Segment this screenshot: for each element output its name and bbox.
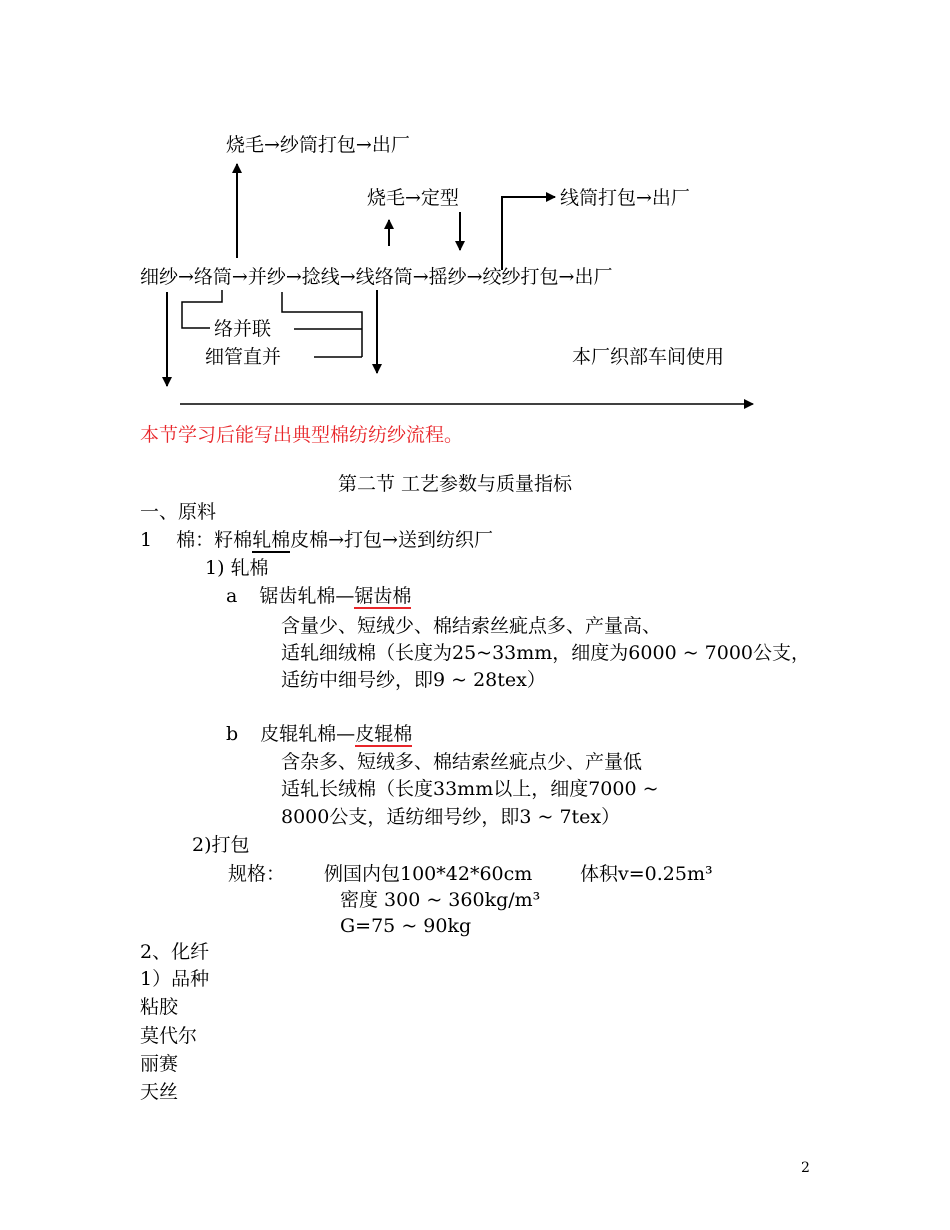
saw-line-1: 含量少、短绒少、棉结索丝疵点多、产量高、 <box>281 615 662 637</box>
roller-cotton-name: 皮辊棉 <box>355 723 413 745</box>
flow-hank-pack: 绞纱打包→出厂 <box>482 266 613 288</box>
fiber-heading: 2、化纤 <box>140 941 210 963</box>
spec-weight: G=75 ~ 90kg <box>340 915 472 937</box>
branch-thread-pack <box>502 197 555 270</box>
flow-thread-wind: 线络筒→ <box>355 266 429 288</box>
raw-heading: 一、原料 <box>140 501 217 523</box>
cotton-post: 皮棉→打包→送到纺织厂 <box>290 529 493 551</box>
flow-main-row <box>140 265 612 289</box>
flow-spin: 细纱→ <box>140 266 194 288</box>
flow-singe-set: 烧毛→定型 <box>367 187 459 209</box>
section-title: 第二节 工艺参数与质量指标 <box>338 473 573 495</box>
fiber-item: 莫代尔 <box>140 1025 198 1047</box>
learning-note: 本节学习后能写出典型棉纺纺纱流程。 <box>140 424 464 446</box>
flow-twist: 捻线→ <box>301 266 356 288</box>
flow-double: 并纱→ <box>247 266 302 288</box>
flow-in-house: 本厂织部车间使用 <box>572 346 725 368</box>
spec-label: 规格： <box>228 863 286 885</box>
saw-letter: a <box>226 585 238 607</box>
cotton-pre: 棉：籽棉 <box>176 529 253 551</box>
pack-title: 2)打包 <box>192 834 250 856</box>
saw-line-3: 适纺中细号纱，即9 ~ 28tex） <box>281 669 546 691</box>
flow-wind-parallel: 络并联 <box>214 318 272 340</box>
ginning-title: 1) 轧棉 <box>205 557 269 579</box>
cotton-num: 1 <box>140 529 153 551</box>
spec-volume: 体积v=0.25m³ <box>580 863 713 885</box>
page-number: 2 <box>801 1160 810 1176</box>
roller-line-2: 适轧长绒棉（长度33mm以上，细度7000 ~ <box>281 778 659 800</box>
fiber-item: 天丝 <box>140 1081 179 1103</box>
saw-gin-title <box>226 584 411 608</box>
roller-line-1: 含杂多、短绒多、棉结索丝疵点少、产量低 <box>281 751 643 773</box>
flow-wind: 络筒→ <box>193 266 248 288</box>
saw-cotton-name: 锯齿棉 <box>354 585 412 607</box>
roller-line-3: 8000公支，适纺细号纱，即3 ~ 7tex） <box>281 806 621 828</box>
cotton-line <box>140 528 493 552</box>
saw-gin-label: 锯齿轧棉— <box>259 585 355 607</box>
flow-singe-yarn-pack: 烧毛→纱筒打包→出厂 <box>226 134 410 156</box>
roller-gin-label: 皮辊轧棉— <box>260 723 356 745</box>
fiber-item: 丽赛 <box>140 1053 179 1075</box>
roller-letter: b <box>226 723 239 745</box>
fiber-sub: 1）品种 <box>140 968 210 990</box>
flow-reel: 摇纱→ <box>428 266 483 288</box>
bracket-doubling <box>282 292 362 357</box>
saw-line-2: 适轧细绒棉（长度为25~33mm，细度为6000 ~ 7000公支， <box>281 642 811 664</box>
spec-density: 密度 300 ~ 360kg/m³ <box>340 889 541 911</box>
flow-pipe-parallel: 细管直并 <box>205 346 282 368</box>
flow-thread-pack: 线筒打包→出厂 <box>560 187 690 209</box>
flow-diagram-lines <box>0 0 950 420</box>
spec-size: 例国内包100*42*60cm <box>324 863 533 885</box>
cotton-ginned: 轧棉 <box>252 529 291 551</box>
fiber-item: 粘胶 <box>140 996 179 1018</box>
roller-gin-title <box>226 722 412 746</box>
